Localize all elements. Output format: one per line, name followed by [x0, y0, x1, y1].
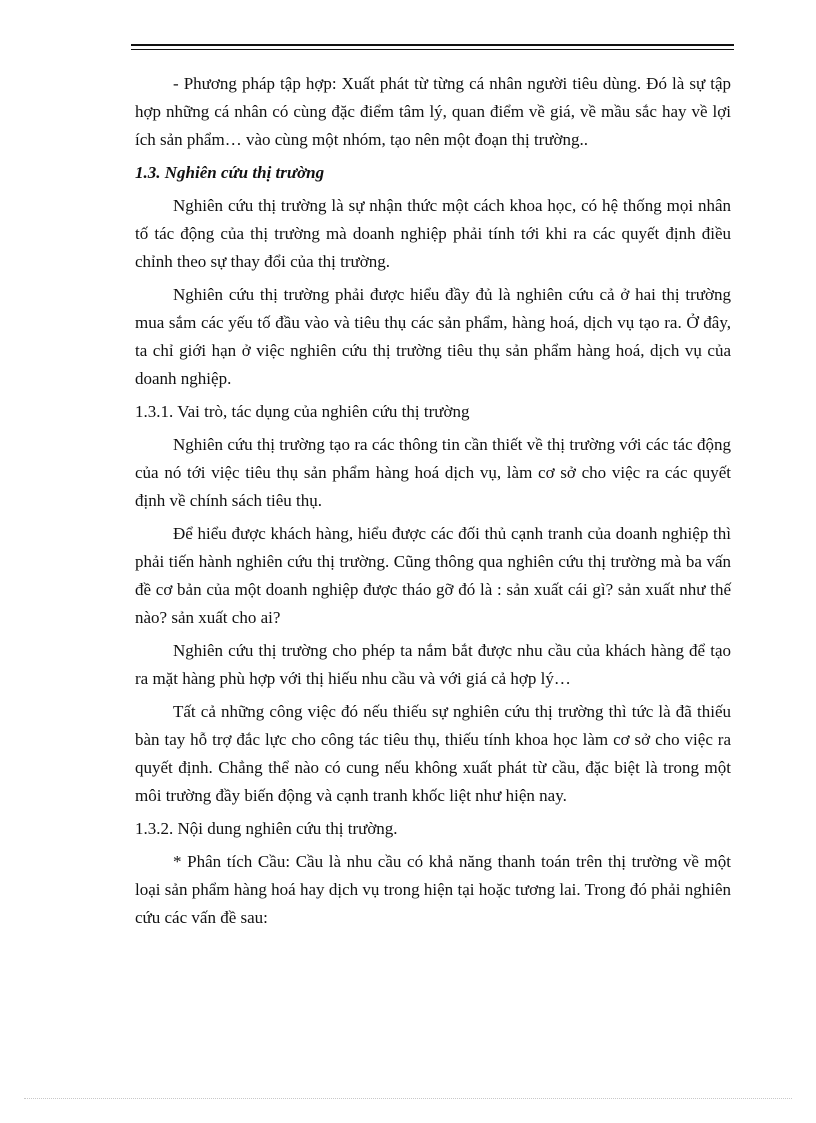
paragraph-market-research-definition: Nghiên cứu thị trường là sự nhận thức một cách khoa học, có hệ thống mọi nhân tố tác động của thị trường mà doanh nghiệp phải tính tới khi ra các quyết định điều chỉnh theo sự thay đổi của thị trường.	[135, 196, 731, 271]
header-double-rule-top	[131, 44, 734, 46]
page-bottom-divider	[24, 1098, 792, 1099]
paragraph-role-customers: Để hiểu được khách hàng, hiểu được các đối thủ cạnh tranh của doanh nghiệp thì phải tiến hành nghiên cứu thị trường. Cũng thông qua nghiên cứu thị trường mà ba vấn đề cơ bản của một doanh nghiệp được tháo gỡ đó là : sản xuất cái gì? sản xuất như thế nào? sản xuất cho ai?	[135, 524, 731, 627]
paragraph-role-support: Tất cả những công việc đó nếu thiếu sự nghiên cứu thị trường thì tức là đã thiếu bàn tay hỗ trợ đắc lực cho công tác tiêu thụ, thiếu tính khoa học làm cơ sở cho việc ra quyết định. Chẳng thể nào có cung nếu không xuất phát từ cầu, đặc biệt là trong một môi trường đầy biến động và cạnh tranh khốc liệt như hiện nay.	[135, 702, 731, 805]
header-double-rule-bottom	[131, 49, 734, 50]
section-heading-1-3-2: 1.3.2. Nội dung nghiên cứu thị trường.	[135, 819, 398, 838]
paragraph-market-research-scope: Nghiên cứu thị trường phải được hiểu đầy đủ là nghiên cứu cả ở hai thị trường mua sắm các yếu tố đầu vào và tiêu thụ các sản phẩm, hàng hoá, dịch vụ tạo ra. Ở đây, ta chỉ giới hạn ở việc nghiên cứu thị trường tiêu thụ sản phẩm hàng hoá, dịch vụ của doanh nghiệp.	[135, 285, 731, 388]
paragraph-demand-analysis: * Phân tích Cầu: Cầu là nhu cầu có khả năng thanh toán trên thị trường về một loại sản phẩm hàng hoá hay dịch vụ trong hiện tại hoặc tương lai. Trong đó phải nghiên cứu các vấn đề sau:	[135, 852, 731, 927]
document-body	[135, 70, 731, 937]
paragraph-role-needs: Nghiên cứu thị trường cho phép ta nắm bắt được nhu cầu của khách hàng để tạo ra mặt hàng phù hợp với thị hiếu nhu cầu và với giá cả hợp lý…	[135, 641, 731, 688]
paragraph-role-information: Nghiên cứu thị trường tạo ra các thông tin cần thiết về thị trường với các tác động của nó tới việc tiêu thụ sản phẩm hàng hoá dịch vụ, làm cơ sở cho việc ra các quyết định về chính sách tiêu thụ.	[135, 435, 731, 510]
paragraph-grouping-method: - Phương pháp tập hợp: Xuất phát từ từng cá nhân người tiêu dùng. Đó là sự tập hợp những cá nhân có cùng đặc điểm tâm lý, quan điểm về giá, về mầu sắc hay về lợi ích sản phẩm… vào cùng một nhóm, tạo nên một đoạn thị trường..	[135, 74, 731, 149]
section-heading-1-3-1: 1.3.1. Vai trò, tác dụng của nghiên cứu thị trường	[135, 402, 470, 421]
section-heading-1-3: 1.3. Nghiên cứu thị trường	[135, 163, 325, 182]
